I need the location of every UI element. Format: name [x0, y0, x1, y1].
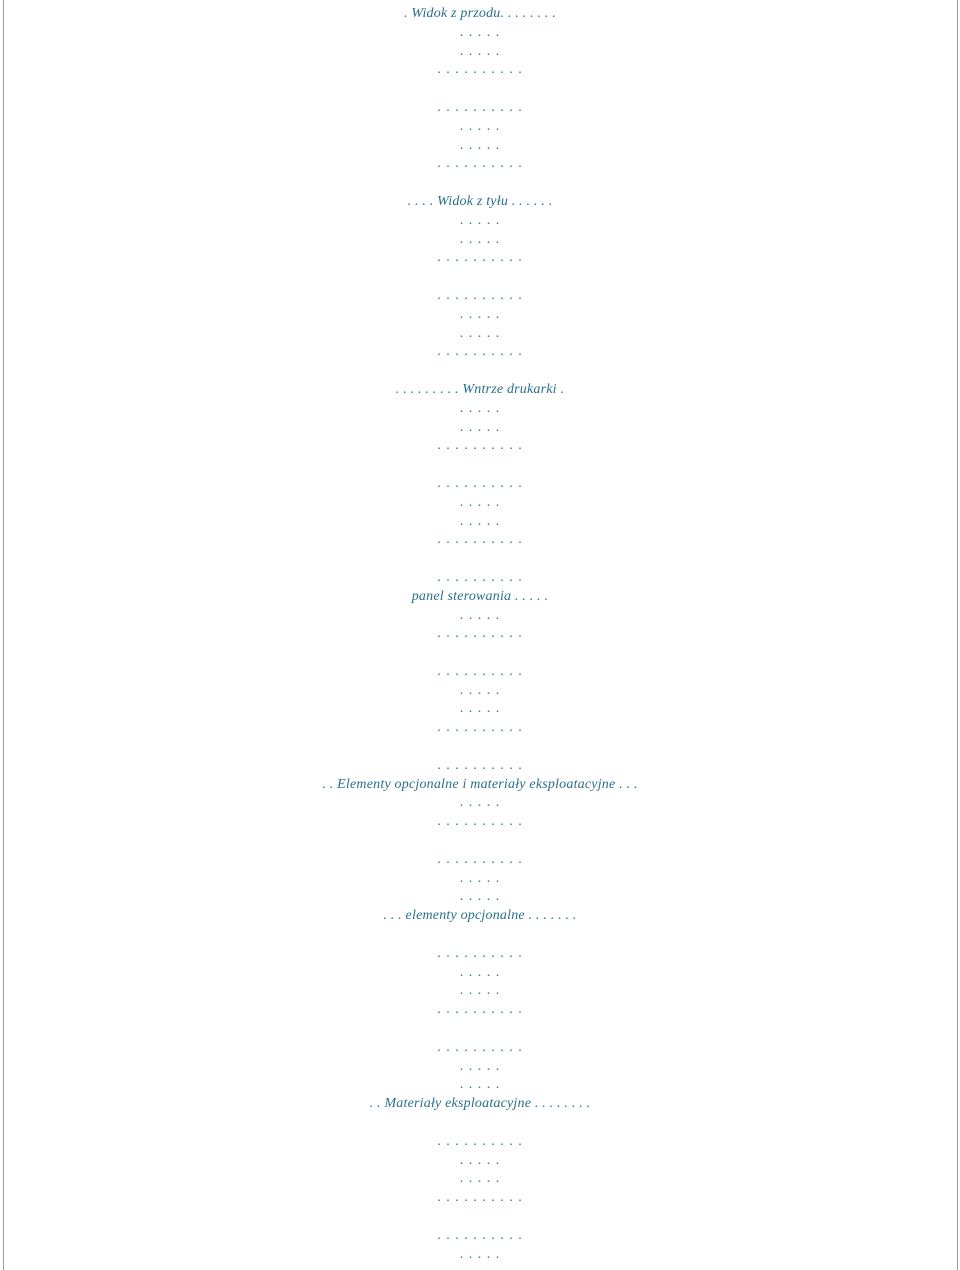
toc-spacer	[0, 832, 960, 851]
toc-leader-line: . . . . . . . . . .	[437, 720, 523, 736]
toc-spacer	[0, 80, 960, 99]
toc-leader-line: . . . . . . . . . .	[437, 1227, 523, 1243]
toc-entry[interactable]: . . Elementy opcjonalne i materiały eksploatacyjne . . .	[322, 776, 638, 792]
toc-spacer	[0, 1208, 960, 1227]
toc-leader-line: . . . . . . . . . .	[437, 344, 523, 360]
toc-leader-line: . . . . .	[459, 400, 501, 416]
toc-leader-line: . . . . .	[459, 1171, 501, 1187]
toc-leader-line: . . . . . . . . . .	[437, 475, 523, 491]
toc-leader-line: . . . . .	[459, 964, 501, 980]
toc-leader-line: . . . . .	[459, 889, 501, 905]
toc-leader-line: . . . . .	[459, 870, 501, 886]
toc-leader-line: . . . . . . . . . .	[437, 757, 523, 773]
toc-entry[interactable]: . . Materiały eksploatacyjne . . . . . . . .	[369, 1096, 591, 1112]
toc-spacer	[0, 550, 960, 569]
toc-entry[interactable]: . . . . . . . . . Wntrze drukarki .	[395, 381, 565, 397]
toc-spacer	[0, 1114, 960, 1133]
toc-leader-line: . . . . .	[459, 306, 501, 322]
table-of-contents	[0, 5, 960, 1264]
toc-leader-line: . . . . .	[459, 607, 501, 623]
toc-spacer	[0, 738, 960, 757]
toc-leader-line: . . . . .	[459, 118, 501, 134]
toc-entry[interactable]: panel sterowania . . . . .	[411, 588, 549, 604]
toc-leader-line: . . . . .	[459, 1058, 501, 1074]
toc-entry[interactable]: . Widok z przodu. . . . . . . .	[403, 6, 557, 21]
toc-entry[interactable]: . . . . Widok z tyłu . . . . . .	[407, 193, 553, 209]
toc-leader-line: . . . . . . . . . .	[437, 1002, 523, 1018]
toc-leader-line: . . . . . . . . . .	[437, 814, 523, 830]
toc-leader-line: . . . . .	[459, 1246, 501, 1262]
toc-leader-line: . . . . .	[459, 513, 501, 529]
toc-leader-line: . . . . . . . . . .	[437, 438, 523, 454]
toc-leader-line: . . . . .	[459, 325, 501, 341]
toc-leader-line: . . . . .	[459, 212, 501, 228]
toc-leader-line: . . . . .	[459, 1152, 501, 1168]
toc-leader-line: . . . . .	[459, 24, 501, 40]
toc-leader-line: . . . . .	[459, 419, 501, 435]
toc-leader-line: . . . . .	[459, 983, 501, 999]
toc-spacer	[0, 926, 960, 945]
toc-leader-line: . . . . . . . . . .	[437, 156, 523, 172]
toc-leader-line: . . . . . . . . . .	[437, 287, 523, 303]
toc-leader-line: . . . . . . . . . .	[437, 1133, 523, 1149]
toc-spacer	[0, 644, 960, 663]
toc-leader-line: . . . . .	[459, 795, 501, 811]
toc-spacer	[0, 268, 960, 287]
toc-leader-line: . . . . . . . . . .	[437, 945, 523, 961]
toc-spacer	[0, 456, 960, 475]
toc-leader-line: . . . . .	[459, 43, 501, 59]
toc-entry[interactable]: . . . elementy opcjonalne . . . . . . .	[383, 908, 577, 924]
toc-leader-line: . . . . .	[459, 137, 501, 153]
toc-leader-line: . . . . .	[459, 1077, 501, 1093]
toc-leader-line: . . . . . . . . . .	[437, 663, 523, 679]
toc-leader-line: . . . . . . . . . .	[437, 99, 523, 115]
toc-leader-line: . . . . .	[459, 231, 501, 247]
toc-spacer	[0, 362, 960, 381]
toc-spacer	[0, 1020, 960, 1039]
toc-leader-line: . . . . . . . . . .	[437, 569, 523, 585]
toc-leader-line: . . . . . . . . . .	[437, 851, 523, 867]
toc-leader-line: . . . . .	[459, 494, 501, 510]
toc-spacer	[0, 174, 960, 193]
toc-leader-line: . . . . . . . . . .	[437, 1190, 523, 1206]
toc-leader-line: . . . . . . . . . .	[437, 626, 523, 642]
toc-leader-line: . . . . . . . . . .	[437, 250, 523, 266]
toc-leader-line: . . . . .	[459, 682, 501, 698]
toc-leader-line: . . . . . . . . . .	[437, 532, 523, 548]
toc-leader-line: . . . . . . . . . .	[437, 1039, 523, 1055]
toc-leader-line: . . . . .	[459, 701, 501, 717]
toc-leader-line: . . . . . . . . . .	[437, 62, 523, 78]
